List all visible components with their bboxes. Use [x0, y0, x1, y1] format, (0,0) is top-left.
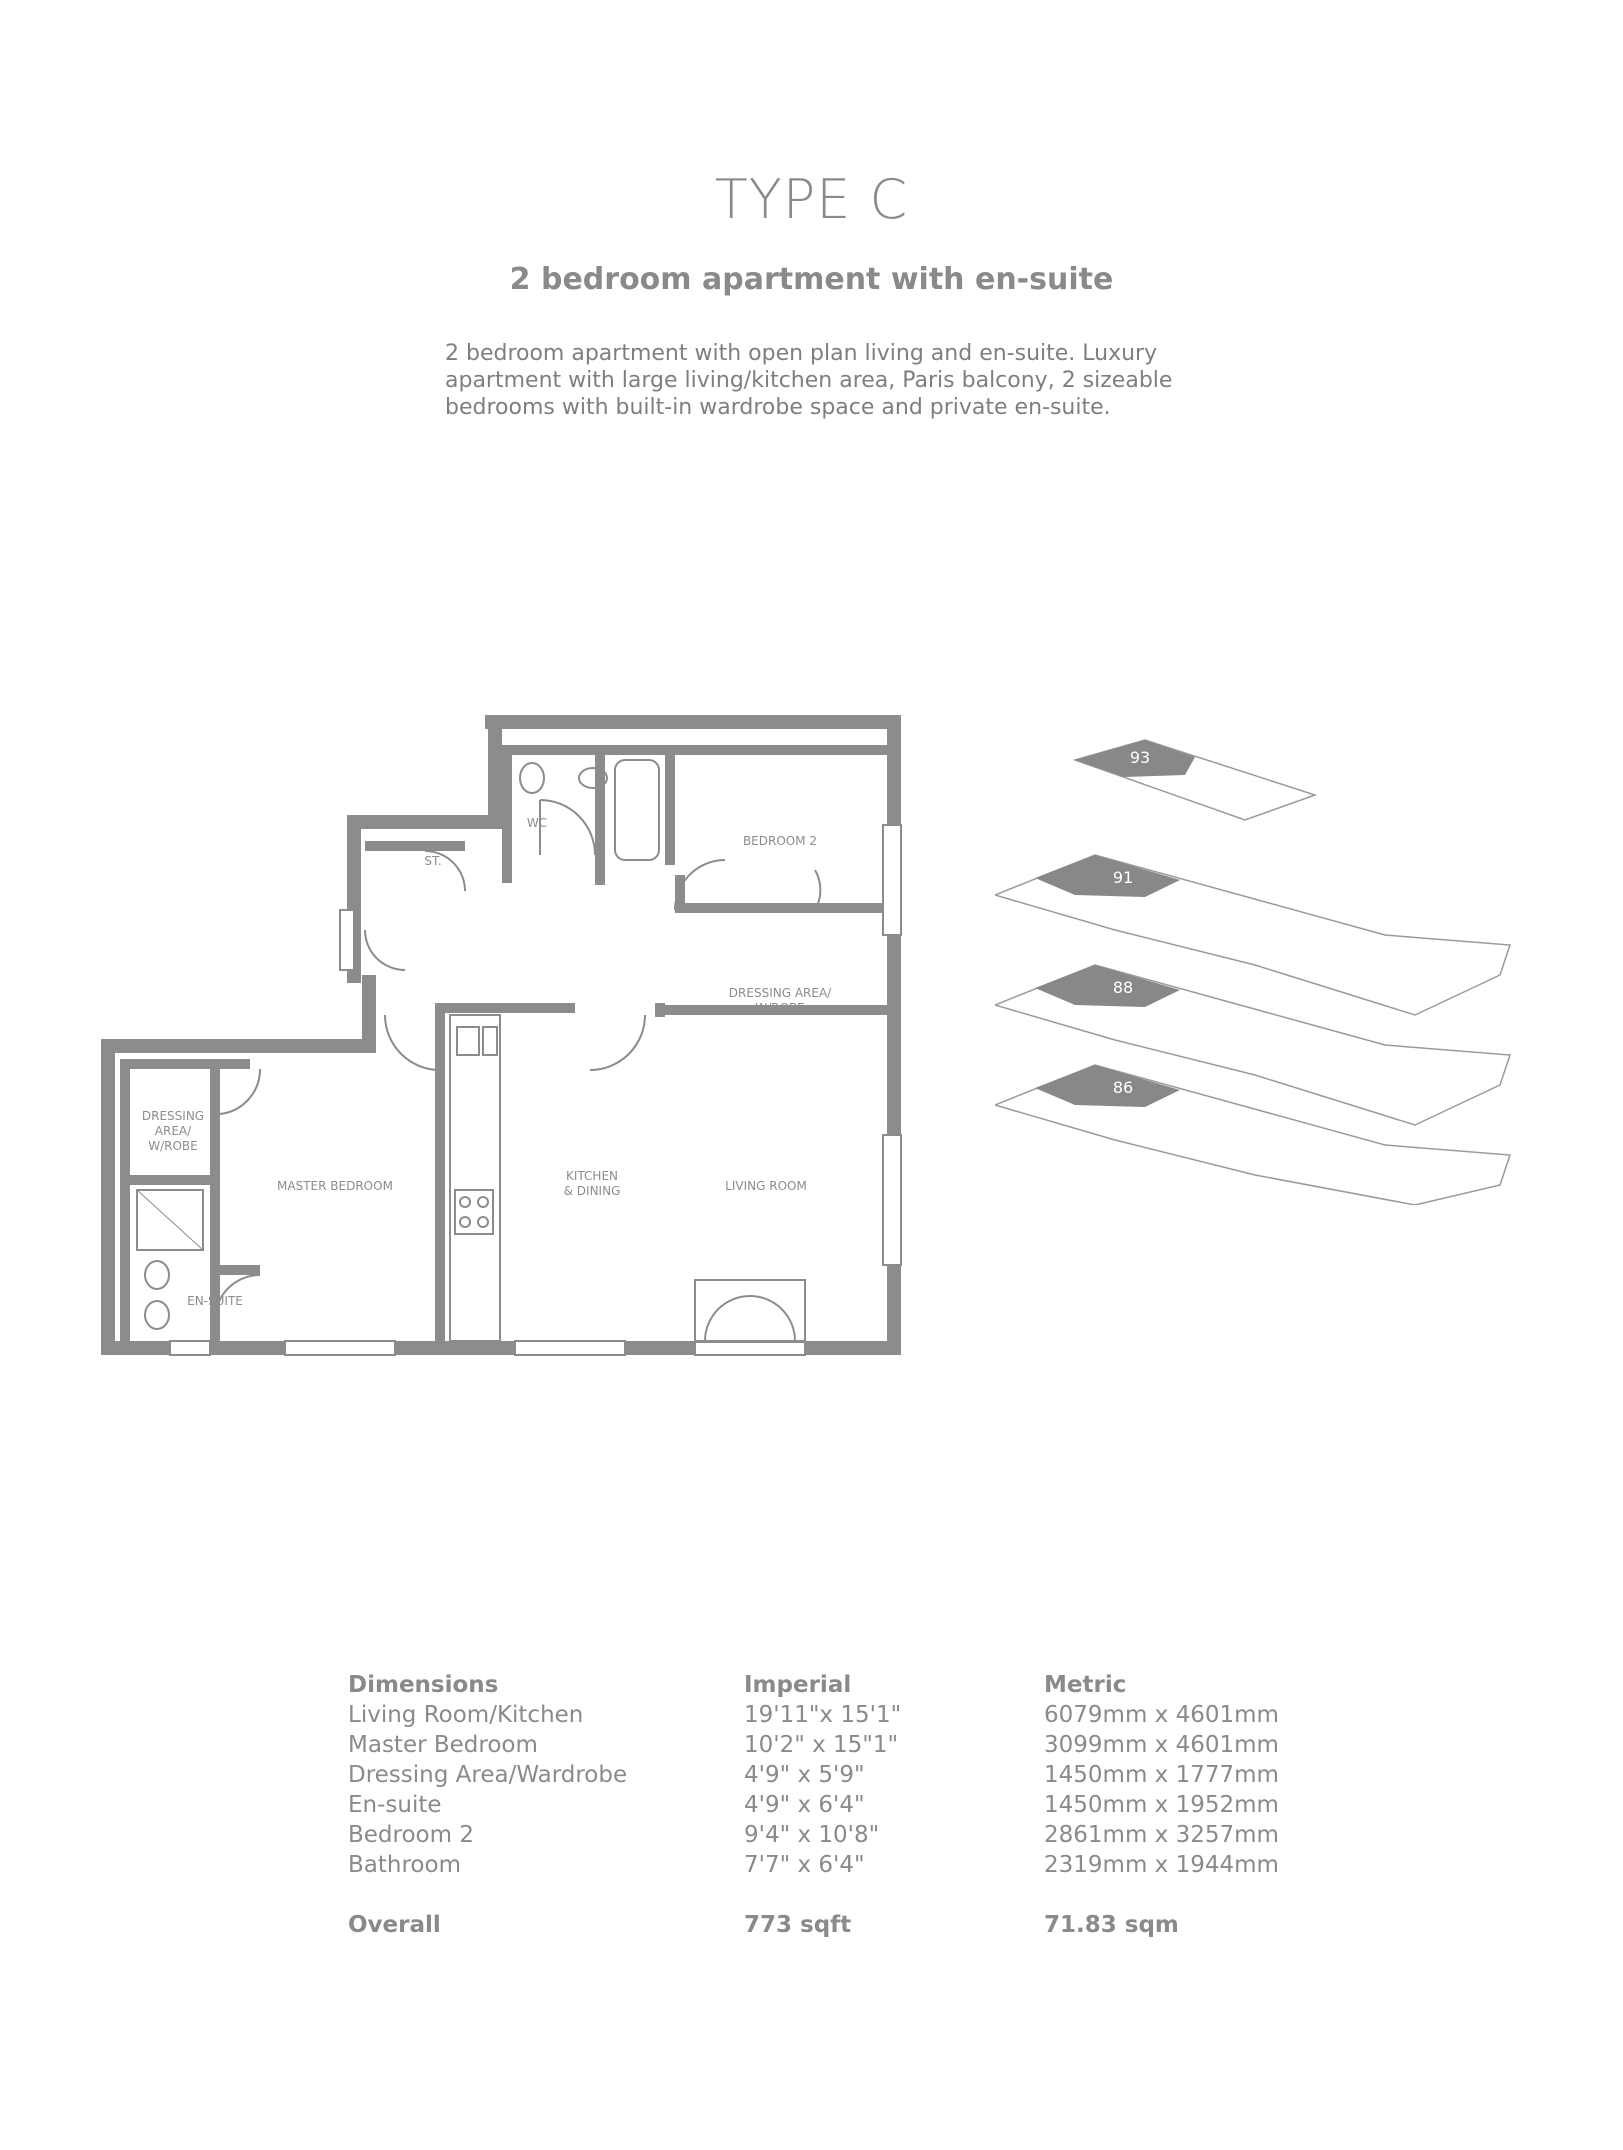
- room-label-kitchen: & DINING: [563, 1184, 621, 1198]
- imperial-value: 9'4" x 10'8": [744, 1822, 880, 1848]
- description: [445, 340, 1205, 421]
- toilet-icon: [520, 763, 544, 793]
- metric-value: 6079mm x 4601mm: [1044, 1702, 1279, 1728]
- room-name: Bathroom: [348, 1852, 461, 1878]
- paris-balcony: [695, 1280, 805, 1342]
- description-line: bedrooms with built-in wardrobe space and private en-suite.: [445, 395, 1111, 420]
- highlighted-unit: [1035, 1065, 1180, 1107]
- table-row: [348, 1822, 1328, 1852]
- table-header: [348, 1672, 1328, 1702]
- metric-value: 1450mm x 1952mm: [1044, 1792, 1279, 1818]
- floor-label: 86: [1112, 1078, 1134, 1097]
- dimensions-table: [348, 1672, 1328, 1942]
- metric-value: 3099mm x 4601mm: [1044, 1732, 1279, 1758]
- floor-plan: [95, 715, 915, 1365]
- metric-value: 2861mm x 3257mm: [1044, 1822, 1279, 1848]
- room-label-dressing-1: AREA/: [154, 1124, 192, 1138]
- description-line: apartment with large living/kitchen area, Paris balcony, 2 sizeable: [445, 368, 1173, 393]
- metric-value: 1450mm x 1777mm: [1044, 1762, 1279, 1788]
- bath-icon: [615, 760, 659, 860]
- room-label-dressing-2: DRESSING AREA/: [728, 986, 832, 1000]
- total-metric: 71.83 sqm: [1044, 1912, 1179, 1938]
- hob-icon: [455, 1190, 493, 1234]
- imperial-value: 4'9" x 6'4": [744, 1792, 865, 1818]
- room-name: Dressing Area/Wardrobe: [348, 1762, 628, 1788]
- highlighted-unit: [1035, 965, 1180, 1007]
- room-name: En-suite: [348, 1792, 442, 1818]
- room-name: Master Bedroom: [348, 1732, 538, 1758]
- room-label-wc: WC: [526, 816, 548, 830]
- room-label-store: ST.: [424, 854, 442, 868]
- room-label-master: MASTER BEDROOM: [277, 1179, 393, 1193]
- floor-label: 93: [1129, 748, 1151, 767]
- page-title: TYPE C: [714, 168, 909, 231]
- table-total-row: [348, 1912, 1328, 1942]
- table-row: [348, 1792, 1328, 1822]
- room-label-kitchen: KITCHEN: [566, 1169, 618, 1183]
- key-plan: [995, 735, 1515, 1205]
- room-name: Bedroom 2: [348, 1822, 474, 1848]
- floor-label: 91: [1112, 868, 1134, 887]
- imperial-value: 19'11"x 15'1": [744, 1702, 902, 1728]
- table-row: [348, 1732, 1328, 1762]
- table-row: [348, 1762, 1328, 1792]
- room-label-dressing-1: W/ROBE: [148, 1139, 198, 1153]
- room-name: Living Room/Kitchen: [348, 1702, 584, 1728]
- column-header: Imperial: [744, 1672, 852, 1698]
- column-header: Metric: [1044, 1672, 1127, 1698]
- total-imperial: 773 sqft: [744, 1912, 852, 1938]
- column-header: Dimensions: [348, 1672, 499, 1698]
- description-line: 2 bedroom apartment with open plan living and en-suite. Luxury: [445, 341, 1158, 366]
- imperial-value: 10'2" x 15"1": [744, 1732, 899, 1758]
- room-label-dressing-1: DRESSING: [141, 1109, 205, 1123]
- total-label: Overall: [348, 1912, 441, 1938]
- room-label-living: LIVING ROOM: [725, 1179, 807, 1193]
- floor-label: 88: [1112, 978, 1134, 997]
- room-label-bedroom-2: BEDROOM 2: [742, 834, 818, 848]
- doors: [215, 800, 820, 1320]
- imperial-value: 4'9" x 5'9": [744, 1762, 865, 1788]
- table-row: [348, 1852, 1328, 1882]
- room-label-dressing-2: W/ROBE: [755, 1001, 805, 1015]
- metric-value: 2319mm x 1944mm: [1044, 1852, 1279, 1878]
- sink-icon: [457, 1027, 479, 1055]
- room-label-ensuite: EN-SUITE: [187, 1294, 243, 1308]
- page-subtitle: 2 bedroom apartment with en-suite: [509, 262, 1114, 297]
- highlighted-unit: [1035, 855, 1180, 897]
- imperial-value: 7'7" x 6'4": [744, 1852, 865, 1878]
- table-row: [348, 1702, 1328, 1732]
